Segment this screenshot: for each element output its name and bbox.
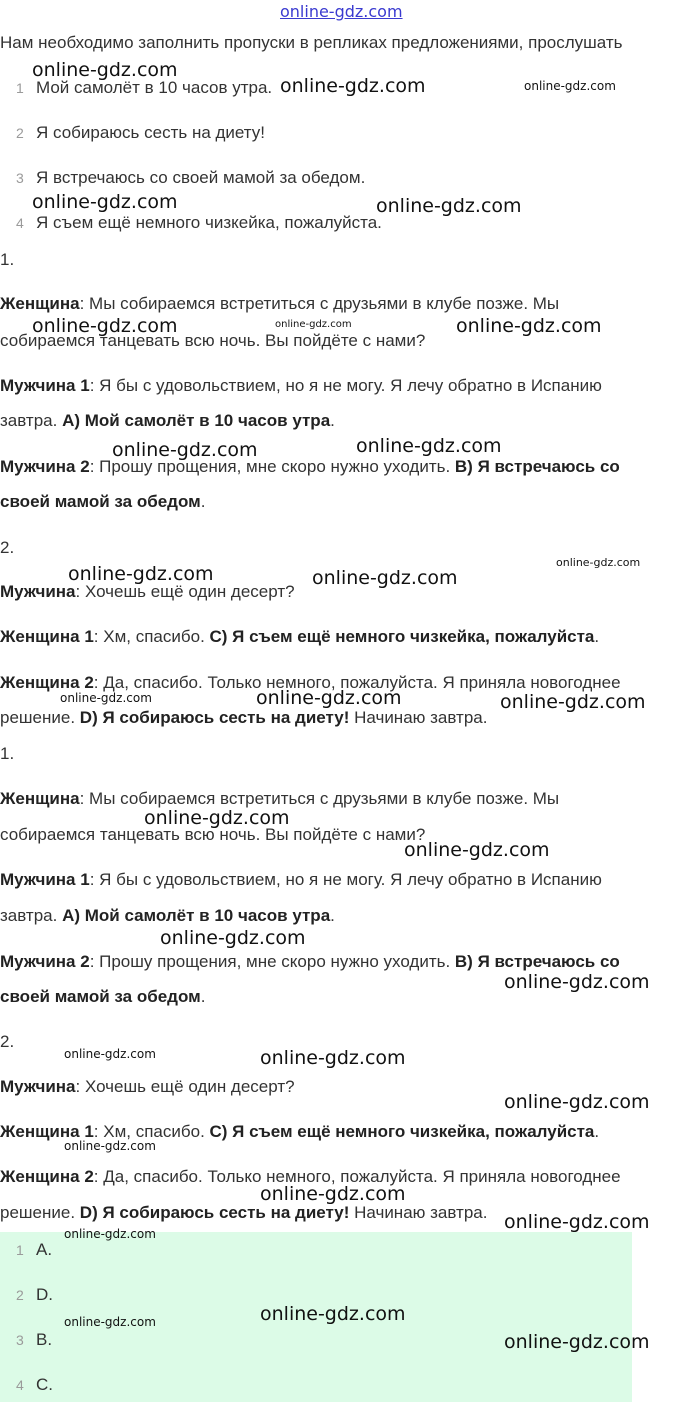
speaker-name: Мужчина 1 bbox=[0, 870, 90, 889]
line-text: : Мы собираемся встретиться с друзьями в клубе позже. Мы bbox=[79, 789, 560, 808]
watermark: online-gdz.com bbox=[456, 315, 602, 337]
line-text: завтра. bbox=[0, 411, 63, 430]
line-text: : Прошу прощения, мне скоро нужно уходить. bbox=[89, 457, 455, 476]
dialogue-line bbox=[0, 582, 295, 602]
answer-number: 3 bbox=[16, 1332, 24, 1348]
answer-text: A) Мой самолёт в 10 часов утра bbox=[62, 411, 331, 430]
phrase-number: 3 bbox=[16, 170, 24, 186]
speaker-name: Женщина bbox=[0, 789, 80, 808]
speaker-name: Женщина 1 bbox=[0, 627, 94, 646]
dialogue-label: 2. bbox=[0, 1032, 15, 1051]
watermark: online-gdz.com bbox=[275, 319, 352, 330]
answer-number: 4 bbox=[16, 1377, 24, 1393]
line-text: : Хочешь ещё один десерт? bbox=[75, 582, 295, 601]
phrase-item: Я собираюсь сесть на диету! bbox=[36, 123, 266, 142]
watermark: online-gdz.com bbox=[60, 691, 152, 705]
dialogue-line bbox=[0, 457, 620, 477]
dialogue-line bbox=[0, 906, 335, 926]
line-text: : Хм, спасибо. bbox=[93, 1122, 210, 1141]
line-text: . bbox=[330, 906, 335, 925]
watermark: online-gdz.com bbox=[256, 687, 402, 709]
dialogue-line: собираемся танцевать всю ночь. Вы пойдёте с нами? bbox=[0, 331, 426, 350]
answer-item: B. bbox=[36, 1330, 53, 1349]
speaker-name: Мужчина 2 bbox=[0, 457, 90, 476]
answer-item: A. bbox=[36, 1240, 53, 1259]
line-text: : Да, спасибо. Только немного, пожалуйста. Я приняла новогоднее bbox=[93, 1167, 621, 1186]
watermark: online-gdz.com bbox=[144, 807, 290, 829]
watermark: online-gdz.com bbox=[500, 691, 646, 713]
speaker-name: Женщина 2 bbox=[0, 673, 94, 692]
line-text: . bbox=[594, 1122, 600, 1141]
dialogue-line: собираемся танцевать всю ночь. Вы пойдёте с нами? bbox=[0, 825, 426, 844]
speaker-name: Женщина 1 bbox=[0, 1122, 94, 1141]
line-text: : Хм, спасибо. bbox=[93, 627, 210, 646]
watermark: online-gdz.com bbox=[112, 439, 258, 461]
watermark: online-gdz.com bbox=[32, 315, 178, 337]
watermark: online-gdz.com bbox=[32, 191, 178, 213]
dialogue-line bbox=[0, 627, 599, 647]
dialogue-line bbox=[0, 492, 205, 512]
line-text: : Да, спасибо. Только немного, пожалуйста. Я приняла новогоднее bbox=[93, 673, 621, 692]
watermark: online-gdz.com bbox=[556, 556, 641, 569]
answer-text: своей мамой за обедом bbox=[0, 987, 201, 1006]
answer-item: C. bbox=[36, 1375, 53, 1394]
watermark: online-gdz.com bbox=[260, 1183, 406, 1205]
dialogue-line bbox=[0, 376, 602, 396]
speaker-name: Женщина 2 bbox=[0, 1167, 94, 1186]
watermark: online-gdz.com bbox=[32, 59, 178, 81]
line-text: Начинаю завтра. bbox=[349, 1203, 488, 1222]
dialogue-line bbox=[0, 294, 559, 314]
line-text: решение. bbox=[0, 708, 80, 727]
line-text: : Я бы с удовольствием, но я не могу. Я лечу обратно в Испанию bbox=[89, 376, 602, 395]
dialogue-label: 2. bbox=[0, 538, 15, 557]
watermark: online-gdz.com bbox=[504, 1091, 650, 1113]
watermark: online-gdz.com bbox=[64, 1139, 156, 1153]
watermark: online-gdz.com bbox=[64, 1047, 156, 1061]
watermark: online-gdz.com bbox=[160, 927, 306, 949]
speaker-name: Женщина bbox=[0, 294, 80, 313]
watermark: online-gdz.com bbox=[312, 567, 458, 589]
watermark: online-gdz.com bbox=[504, 1331, 650, 1353]
dialogue-line bbox=[0, 411, 335, 431]
dialogue-line bbox=[0, 952, 620, 972]
answer-text: своей мамой за обедом bbox=[0, 492, 201, 511]
line-text: решение. bbox=[0, 1203, 80, 1222]
answer-text: D) Я собираюсь сесть на диету! bbox=[79, 1203, 350, 1222]
dialogue-line bbox=[0, 708, 487, 728]
watermark: online-gdz.com bbox=[356, 435, 502, 457]
phrase-item: Я встречаюсь со своей мамой за обедом. bbox=[36, 168, 366, 187]
intro-text: Нам необходимо заполнить пропуски в репликах предложениями, прослушать bbox=[0, 33, 623, 52]
dialogue-line bbox=[0, 789, 559, 809]
phrase-item: Мой самолёт в 10 часов утра. bbox=[36, 78, 273, 97]
dialogue-label: 1. bbox=[0, 250, 15, 269]
line-text: : Прошу прощения, мне скоро нужно уходить. bbox=[89, 952, 455, 971]
dialogue-line bbox=[0, 870, 602, 890]
answer-item: D. bbox=[36, 1285, 53, 1304]
line-text: . bbox=[200, 492, 206, 511]
speaker-name: Мужчина bbox=[0, 582, 76, 601]
watermark: online-gdz.com bbox=[404, 839, 550, 861]
dialogue-line bbox=[0, 1203, 487, 1223]
line-text: : Мы собираемся встретиться с друзьями в клубе позже. Мы bbox=[79, 294, 560, 313]
dialogue-label: 1. bbox=[0, 744, 15, 763]
speaker-name: Мужчина 2 bbox=[0, 952, 90, 971]
answer-text: D) Я собираюсь сесть на диету! bbox=[79, 708, 350, 727]
speaker-name: Мужчина bbox=[0, 1077, 76, 1096]
line-text: Начинаю завтра. bbox=[349, 708, 488, 727]
watermark: online-gdz.com bbox=[280, 75, 426, 97]
answer-text: C) Я съем ещё немного чизкейка, пожалуйста bbox=[209, 627, 595, 646]
watermark: online-gdz.com bbox=[260, 1303, 406, 1325]
answer-text: A) Мой самолёт в 10 часов утра bbox=[62, 906, 331, 925]
phrase-item: Я съем ещё немного чизкейка, пожалуйста. bbox=[36, 213, 382, 232]
phrase-number: 4 bbox=[16, 215, 24, 231]
watermark: online-gdz.com bbox=[260, 1047, 406, 1069]
phrase-number: 1 bbox=[16, 80, 24, 96]
line-text: . bbox=[594, 627, 600, 646]
watermark: online-gdz.com bbox=[524, 79, 616, 93]
watermark: online-gdz.com bbox=[64, 1315, 156, 1329]
phrase-number: 2 bbox=[16, 125, 24, 141]
dialogue-line bbox=[0, 987, 205, 1007]
answer-text: B) Я встречаюсь со bbox=[454, 457, 620, 476]
watermark: online-gdz.com bbox=[376, 195, 522, 217]
line-text: . bbox=[330, 411, 335, 430]
line-text: . bbox=[200, 987, 206, 1006]
answer-text: C) Я съем ещё немного чизкейка, пожалуйста bbox=[209, 1122, 595, 1141]
line-text: : Хочешь ещё один десерт? bbox=[75, 1077, 295, 1096]
answer-text: B) Я встречаюсь со bbox=[454, 952, 620, 971]
answer-number: 2 bbox=[16, 1287, 24, 1303]
line-text: : Я бы с удовольствием, но я не могу. Я лечу обратно в Испанию bbox=[89, 870, 602, 889]
dialogue-line bbox=[0, 1077, 295, 1097]
line-text: завтра. bbox=[0, 906, 63, 925]
answer-number: 1 bbox=[16, 1242, 24, 1258]
watermark: online-gdz.com bbox=[64, 1227, 156, 1241]
watermark: online-gdz.com bbox=[504, 971, 650, 993]
watermark: online-gdz.com bbox=[68, 563, 214, 585]
watermark-top-link[interactable]: online-gdz.com bbox=[280, 2, 403, 21]
speaker-name: Мужчина 1 bbox=[0, 376, 90, 395]
watermark: online-gdz.com bbox=[504, 1211, 650, 1233]
